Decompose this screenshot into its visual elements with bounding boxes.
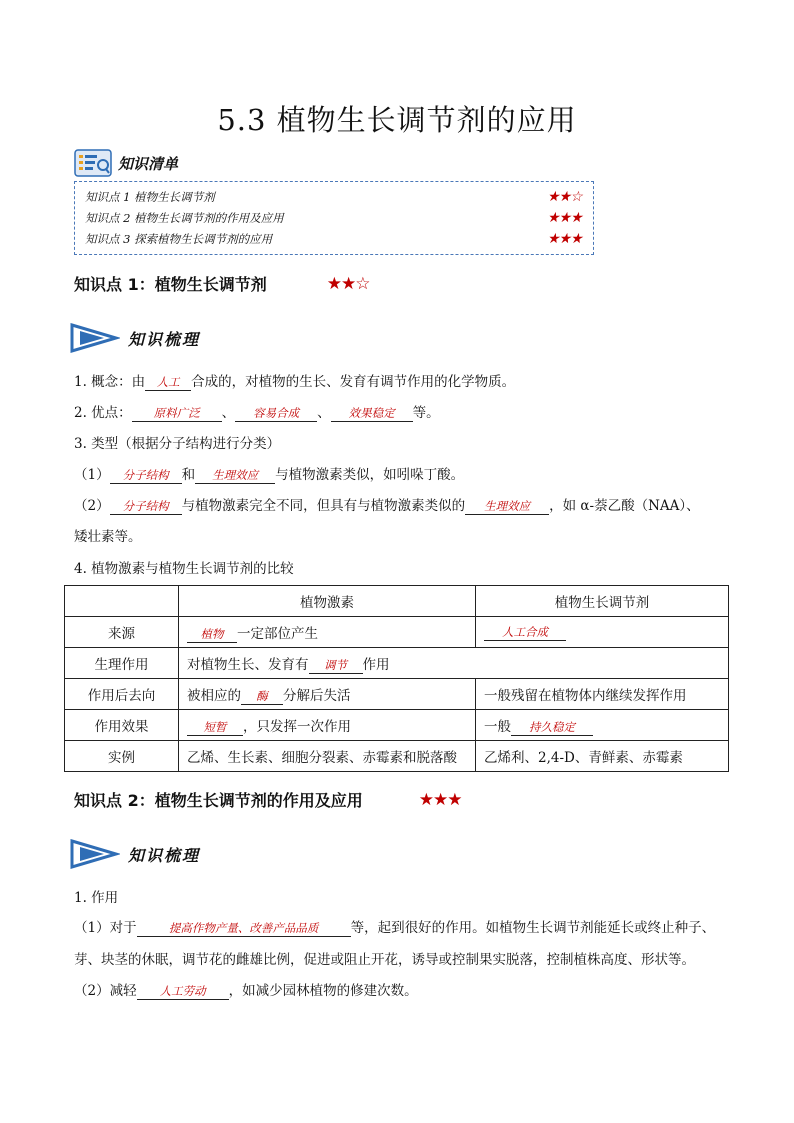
text: 合成的，对植物的生长、发育有调节作用的化学物质。 <box>191 374 516 390</box>
row-name: 来源 <box>65 617 179 648</box>
comparison-table <box>64 585 729 772</box>
text: 作用 <box>362 656 390 673</box>
checklist-item <box>85 207 593 228</box>
answer-blank: 原料广泛 <box>132 405 222 422</box>
text: ，如减少园林植物的修建次数。 <box>228 983 418 999</box>
section1-heading <box>74 272 369 295</box>
text: 4. 植物激素与植物生长调节剂的比较 <box>74 561 294 577</box>
answer-blank: 分子结构 <box>110 498 182 515</box>
row-name: 作用效果 <box>65 710 179 741</box>
checklist-item-stars: ★★★ <box>547 230 582 247</box>
arrow-triangle-icon <box>70 837 120 871</box>
concept-line <box>74 372 515 392</box>
checklist-box <box>74 181 594 255</box>
table-row <box>65 617 729 648</box>
text: 芽、块茎的休眠，调节花的雌雄比例，促进或阻止开花，诱导或控制果实脱落，控制植株高度、形状等。 <box>74 952 695 968</box>
checklist-header <box>74 148 178 178</box>
checklist-heading: 知识清单 <box>118 154 179 173</box>
table-cell <box>179 741 476 772</box>
answer-blank: 短暂 <box>187 719 243 736</box>
row-name: 作用后去向 <box>65 679 179 710</box>
answer-blank: 植物 <box>187 626 237 643</box>
type1-line <box>74 465 464 485</box>
checklist-icon <box>74 149 112 177</box>
table-cell <box>476 741 729 772</box>
text: （1） <box>74 467 110 483</box>
table-cell <box>476 710 729 741</box>
text: 分解后失活 <box>283 687 351 704</box>
checklist-item-label: 知识点 1 植物生长调节剂 <box>85 189 215 204</box>
type-line <box>74 434 280 454</box>
text: （1）对于 <box>74 920 137 936</box>
table-cell <box>179 679 476 710</box>
table-cell <box>179 710 476 741</box>
table-header-cell <box>65 586 179 617</box>
text: 乙烯利、2,4-D、青鲜素、赤霉素 <box>484 750 683 766</box>
answer-blank: 人工 <box>145 374 191 391</box>
text: 2. 优点： <box>74 405 132 421</box>
answer-blank: 提高作物产量、改善产品品质 <box>137 920 351 937</box>
checklist-item <box>85 228 593 249</box>
text: 与植物激素完全不同，但具有与植物激素类似的 <box>181 498 466 514</box>
text: 、 <box>221 405 236 421</box>
section2-heading <box>74 788 461 811</box>
section2-heading-text: 知识点 2：植物生长调节剂的作用及应用 <box>74 791 363 810</box>
advantage-line <box>74 403 440 423</box>
table-row <box>65 679 729 710</box>
section2-stars: ★★★ <box>418 789 462 810</box>
section1-sort-header <box>70 321 200 355</box>
section1-stars: ★★☆ <box>326 273 370 294</box>
text: 、 <box>317 405 331 421</box>
effect-heading-line <box>74 888 118 908</box>
section1-sort-title: 知识梳理 <box>128 329 201 349</box>
answer-blank: 持久稳定 <box>511 719 593 736</box>
section2-sort-header <box>70 837 200 871</box>
answer-blank: 分子结构 <box>110 467 182 484</box>
answer-blank: 调节 <box>309 657 363 674</box>
text: 与植物激素类似，如吲哚丁酸。 <box>275 467 465 483</box>
checklist-item-label: 知识点 3 探索植物生长调节剂的应用 <box>85 231 273 246</box>
table-header-row <box>65 586 729 617</box>
effect2-line <box>74 981 418 1001</box>
table-row <box>65 648 729 679</box>
answer-blank: 人工劳动 <box>137 983 229 1000</box>
table-header-cell: 植物生长调节剂 <box>476 586 729 617</box>
effect1-line <box>74 918 715 938</box>
text: 一般残留在植物体内继续发挥作用 <box>484 688 687 704</box>
checklist-item <box>85 186 593 207</box>
arrow-triangle-icon <box>70 321 120 355</box>
table-cell <box>179 617 476 648</box>
section1-heading-text: 知识点 1：植物生长调节剂 <box>74 275 267 294</box>
text: ，如 α-萘乙酸（NAA）、 <box>549 498 700 514</box>
row-name: 生理作用 <box>65 648 179 679</box>
table-row <box>65 741 729 772</box>
text: （2）减轻 <box>74 983 137 999</box>
table-cell <box>476 679 729 710</box>
text: ，只发挥一次作用 <box>243 718 351 735</box>
text: 和 <box>181 467 196 483</box>
checklist-item-stars: ★★★ <box>547 209 582 226</box>
effect1-cont-line <box>74 950 695 970</box>
text: 等。 <box>412 405 440 421</box>
answer-blank: 生理效应 <box>465 498 549 515</box>
text: 等，起到很好的作用。如植物生长调节剂能延长或终止种子、 <box>350 920 716 936</box>
text: 3. 类型（根据分子结构进行分类） <box>74 436 281 452</box>
type2-cont-line <box>74 527 142 547</box>
answer-blank: 酶 <box>241 688 283 705</box>
text: 被相应的 <box>187 687 241 704</box>
checklist-item-stars: ★★☆ <box>547 188 582 205</box>
text: 一定部位产生 <box>237 625 318 642</box>
section2-sort-title: 知识梳理 <box>128 845 201 865</box>
text: 1. 概念：由 <box>74 374 146 390</box>
answer-blank: 容易合成 <box>235 405 317 422</box>
table-header-cell: 植物激素 <box>179 586 476 617</box>
table-cell <box>179 648 729 679</box>
checklist-item-label: 知识点 2 植物生长调节剂的作用及应用 <box>85 210 284 225</box>
text: 1. 作用 <box>74 890 119 906</box>
text: （2） <box>74 498 110 514</box>
answer-blank: 生理效应 <box>195 467 275 484</box>
text: 一般 <box>484 718 511 735</box>
table-row <box>65 710 729 741</box>
text: 对植物生长、发育有 <box>187 656 309 673</box>
answer-blank: 人工合成 <box>484 624 566 641</box>
text: 矮壮素等。 <box>74 529 142 545</box>
answer-blank: 效果稳定 <box>331 405 413 422</box>
row-name: 实例 <box>65 741 179 772</box>
page-title: 5.3 植物生长调节剂的应用 <box>217 103 577 137</box>
table-cell <box>476 617 729 648</box>
compare-line <box>74 559 294 579</box>
text: 乙烯、生长素、细胞分裂素、赤霉素和脱落酸 <box>187 750 457 766</box>
type2-line <box>74 496 700 516</box>
